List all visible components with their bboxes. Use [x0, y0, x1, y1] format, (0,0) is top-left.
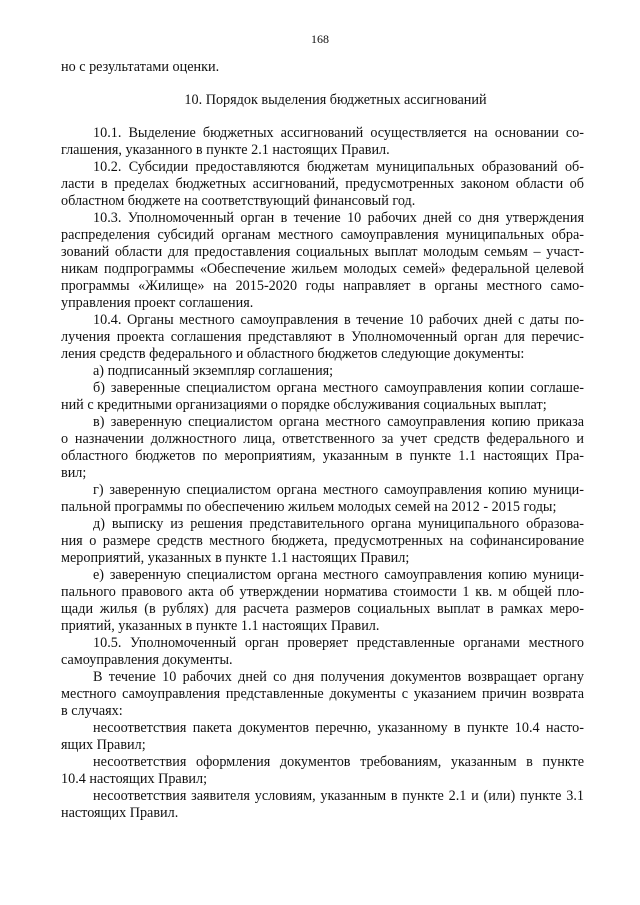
text-line: е) заверенную специалистом органа местного самоуправления копию муници- — [93, 567, 584, 583]
text-line: щади жилья (в рублях) для расчета размеров социальных выплат в рамках меро- — [61, 601, 584, 617]
paragraph — [61, 125, 584, 159]
paragraph — [61, 669, 584, 720]
text-line: 10.4 настоящих Правил; — [61, 771, 208, 787]
paragraph — [61, 720, 584, 754]
text-line: пального правового акта об утверждении норматива стоимости 1 кв. м общей пло- — [61, 584, 584, 600]
text-line: приятий, указанных в пункте 1.1 настоящих Правил. — [61, 618, 380, 634]
text-line: 10.5. Уполномоченный орган проверяет представленные органами местного — [93, 635, 584, 651]
text-line: в случаях: — [61, 703, 123, 719]
document-body — [61, 59, 584, 822]
paragraph — [61, 635, 584, 669]
text-line: б) заверенные специалистом органа местного самоуправления копии соглаше- — [93, 380, 584, 396]
text-line: ящих Правил; — [61, 737, 146, 753]
paragraph — [61, 159, 584, 210]
text-line: но с результатами оценки. — [61, 59, 220, 75]
paragraph — [61, 363, 584, 380]
text-line: 10.1. Выделение бюджетных ассигнований осуществляется на основании со- — [93, 125, 584, 141]
text-line: областного бюджетов по мероприятиям, указанным в пункте 1.1 настоящих Пра- — [61, 448, 584, 464]
paragraph — [61, 482, 584, 516]
text-line: В течение 10 рабочих дней со дня получения документов возвращает органу — [93, 669, 584, 685]
text-line: о назначении должностного лица, ответственного за учет средств федерального и — [61, 431, 584, 447]
paragraph — [61, 754, 584, 788]
text-line: несоответствия заявителя условиям, указанным в пункте 2.1 и (или) пункте 3.1 — [93, 788, 584, 804]
page-number: 168 — [311, 32, 329, 46]
text-line: г) заверенную специалистом органа местного самоуправления копию муници- — [93, 482, 584, 498]
text-line: глашения, указанного в пункте 2.1 настоящих Правил. — [61, 142, 390, 158]
text-line: настоящих Правил. — [61, 805, 179, 821]
text-line: областном бюджете на соответствующий финансовый год. — [61, 193, 416, 209]
text-line: самоуправления документы. — [61, 652, 233, 668]
text-line: 10.3. Уполномоченный орган в течение 10 рабочих дней со дня утверждения — [93, 210, 584, 226]
text-line: 10.2. Субсидии предоставляются бюджетам муниципальных образований об- — [93, 159, 584, 175]
paragraph — [61, 380, 584, 414]
section-heading: 10. Порядок выделения бюджетных ассигнований — [184, 92, 487, 108]
text-line: а) подписанный экземпляр соглашения; — [93, 363, 334, 379]
paragraph — [61, 516, 584, 567]
text-line: ласти в пределах бюджетных ассигнований, предусмотренных законом области об — [61, 176, 584, 192]
text-line: ний с кредитными организациями о порядке обслуживания социальных выплат; — [61, 397, 547, 413]
text-line: ния о размере средств местного бюджета, предусмотренных на софинансирование — [61, 533, 584, 549]
text-line: несоответствия пакета документов перечню, указанному в пункте 10.4 насто- — [93, 720, 584, 736]
paragraph — [61, 788, 584, 822]
text-line: управления проект соглашения. — [61, 295, 254, 311]
text-line: несоответствия оформления документов требованиям, указанным в пункте — [93, 754, 584, 770]
paragraph — [61, 567, 584, 635]
paragraph — [61, 312, 584, 363]
text-line: ления средств федерального и областного бюджетов следующие документы: — [61, 346, 525, 362]
text-line: зований области для предоставления социальных выплат молодым семьям – участ- — [61, 244, 584, 260]
text-line: вил; — [61, 465, 87, 481]
paragraph — [61, 414, 584, 482]
text-line: в) заверенную специалистом органа местного самоуправления копию приказа — [93, 414, 584, 430]
text-line: д) выписку из решения представительного органа муниципального образова- — [93, 516, 584, 532]
text-line: лучения проекта соглашения представляют в Уполномоченный орган для перечис- — [61, 329, 584, 345]
text-line: пальной программы по обеспечению жильем молодых семей на 2012 - 2015 годы; — [61, 499, 557, 515]
text-line: распределения субсидий органам местного самоуправления муниципальных обра- — [61, 227, 584, 243]
paragraph — [61, 210, 584, 312]
paragraphs — [61, 125, 584, 822]
text-line: 10.4. Органы местного самоуправления в течение 10 рабочих дней с даты по- — [93, 312, 584, 328]
text-line: местного самоуправления представленные документы с указанием причин возврата — [61, 686, 584, 702]
text-line: программы «Жилище» на 2015-2020 годы направляет в органы местного само- — [61, 278, 584, 294]
text-line: мероприятий, указанных в пункте 1.1 настоящих Правил; — [61, 550, 410, 566]
text-line: никам подпрограммы «Обеспечение жильем молодых семей» федеральной целевой — [61, 261, 584, 277]
